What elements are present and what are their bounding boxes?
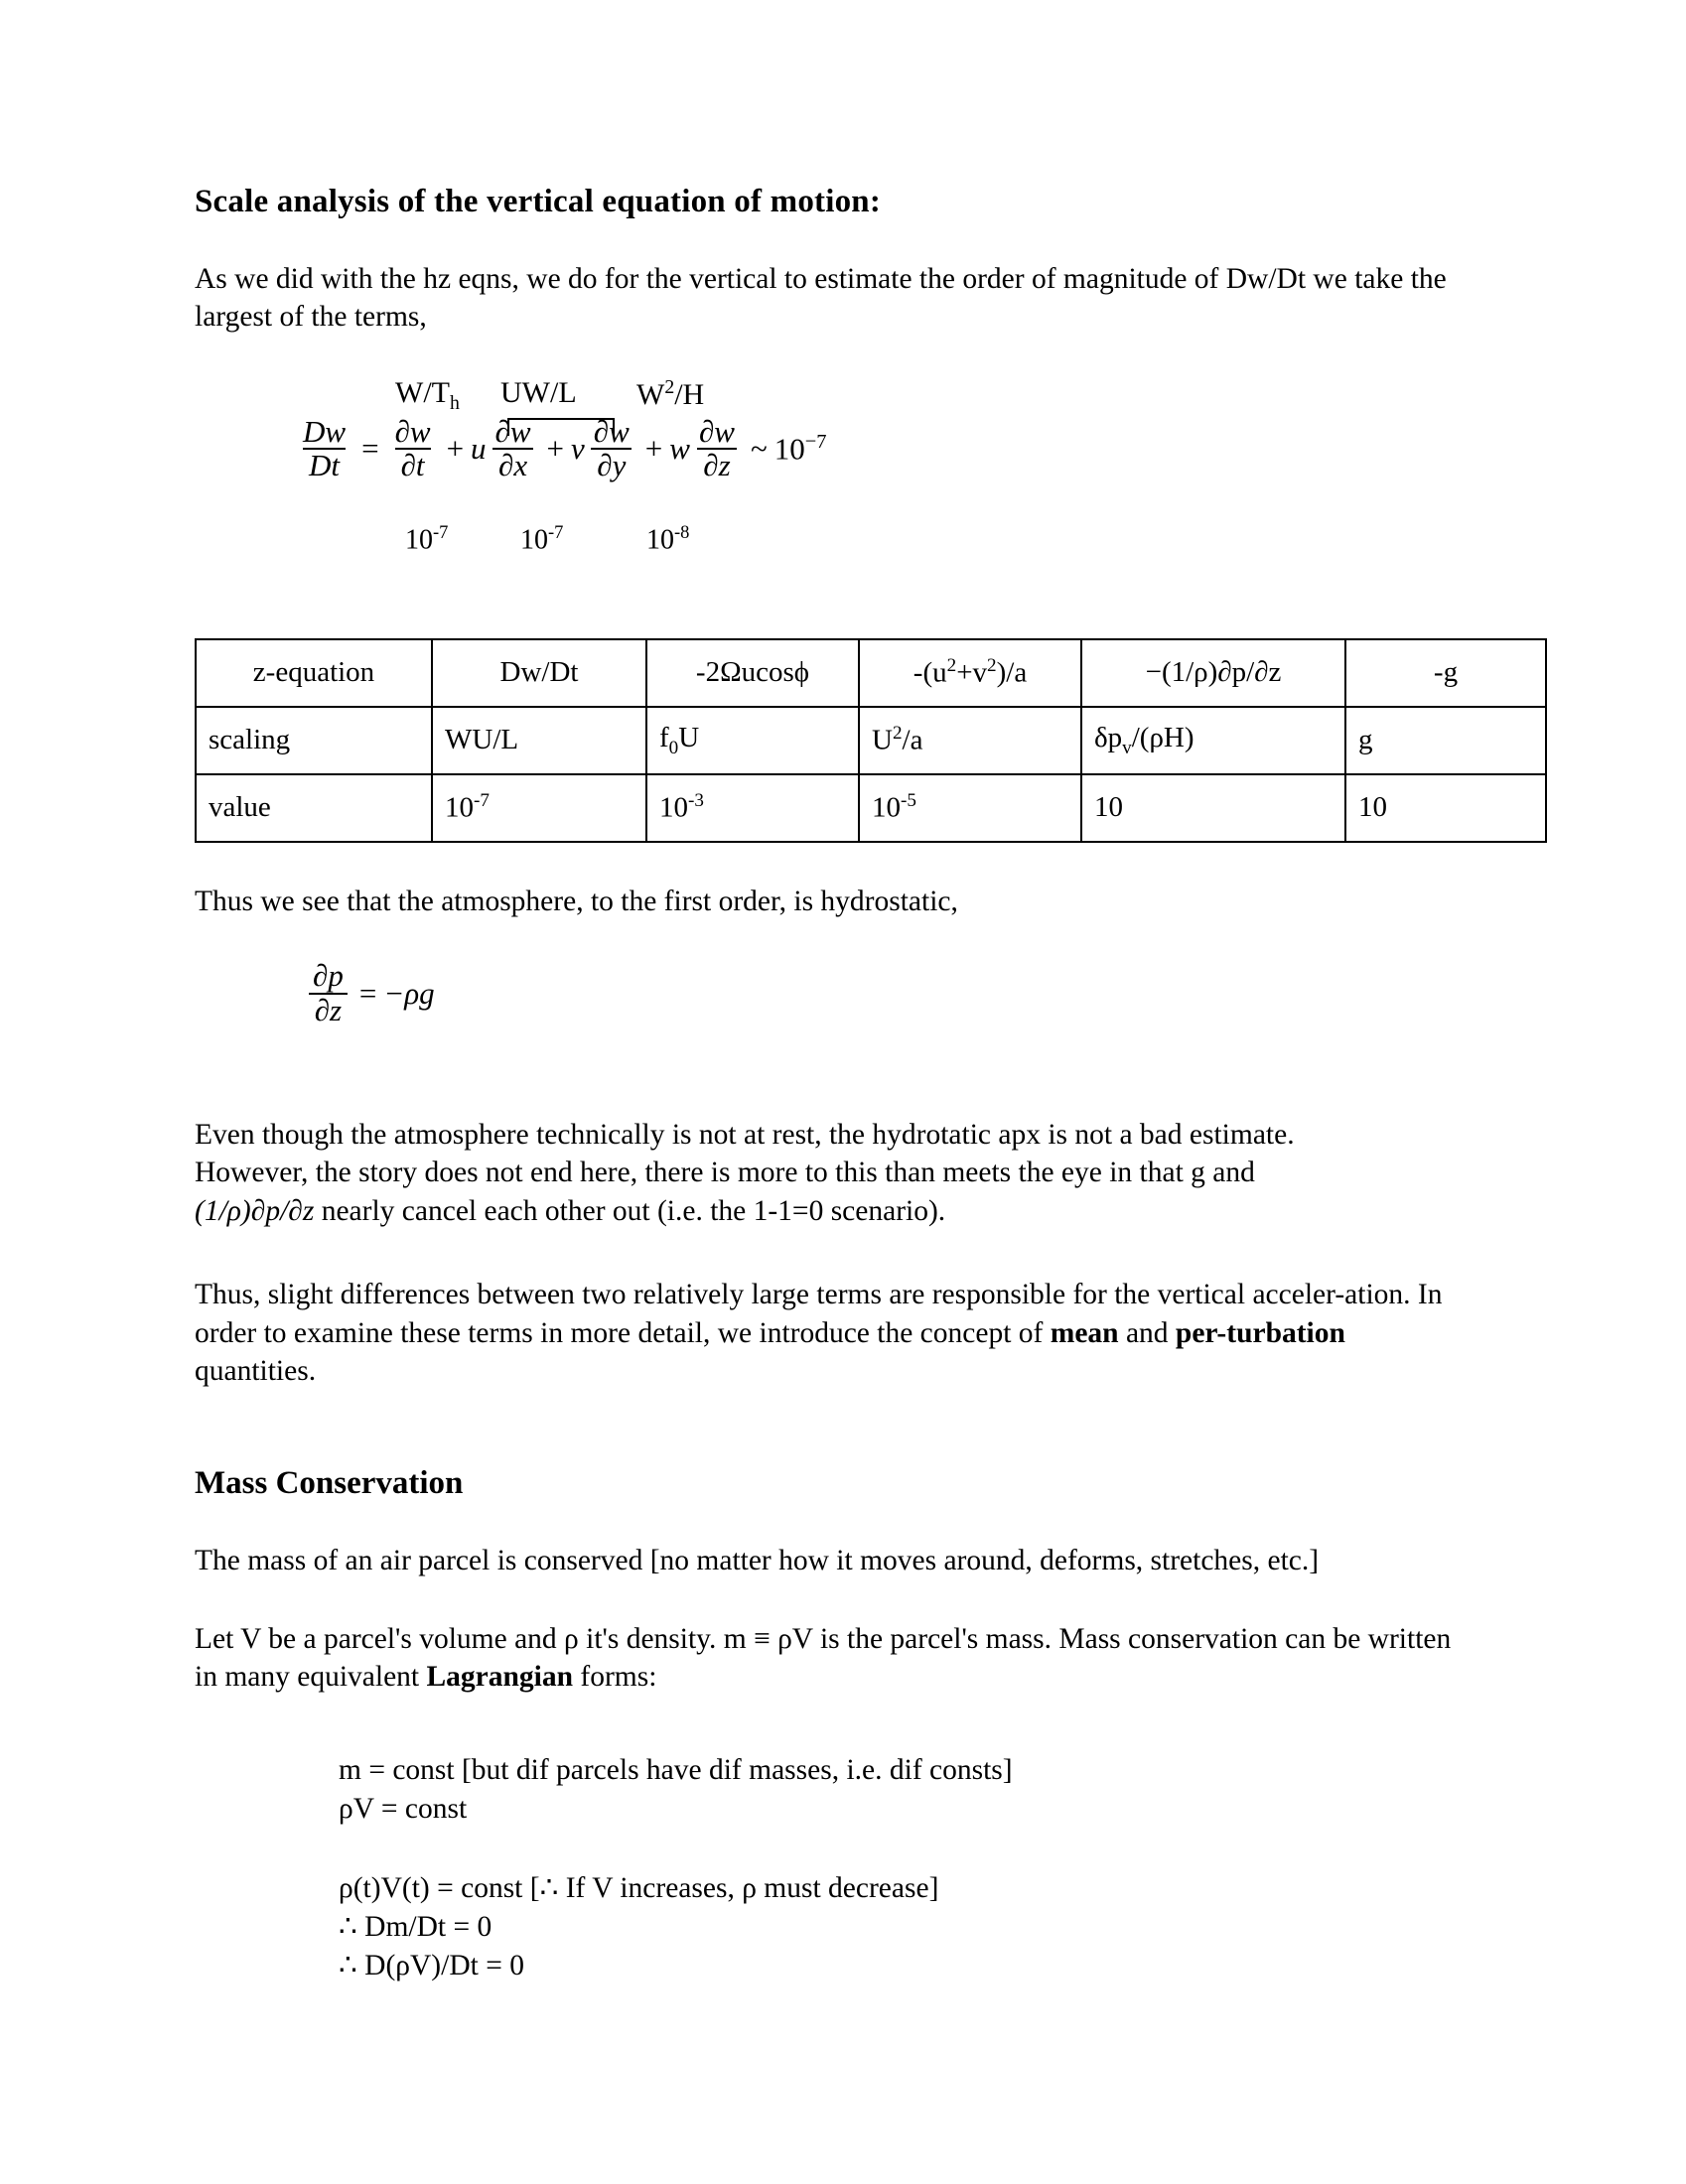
lagrangian-line-rhot-vt: ρ(t)V(t) = const [∴ If V increases, ρ must decrease]: [339, 1871, 939, 1904]
scale-label-wth-text: W/T: [395, 375, 450, 409]
cancellation-line-3-math: (1/ρ)∂p/∂z: [195, 1194, 315, 1227]
main-equation-block: [294, 376, 1495, 575]
lagrangian-line-m-const: m = const [but dif parcels have dif masses, i.e. dif consts]: [339, 1754, 1013, 1787]
eq-lhs-numerator: Dw: [303, 413, 347, 449]
table-header-z-equation: z-equation: [196, 639, 432, 707]
table-cell-value-dwdt: [432, 774, 646, 842]
eq-order-magnitude: [774, 431, 827, 467]
scale-analysis-table: [195, 638, 1547, 843]
eq-order-base: 10: [773, 431, 805, 467]
eq-term-0-fraction: [389, 413, 437, 483]
scale-label-w2h-exp: 2: [664, 375, 675, 398]
table-cell-value-pressure: 10: [1081, 774, 1345, 842]
lagrangian-line-rhov-const: ρV = const: [339, 1793, 468, 1826]
table-row-scaling: [196, 707, 1546, 774]
eq-under-value-2-base: 10: [646, 524, 674, 556]
perturbation-text-post: quantities.: [195, 1354, 317, 1387]
perturbation-text-mid: and: [1118, 1316, 1176, 1349]
mass-paragraph-2-bold: Lagrangian: [426, 1660, 574, 1693]
page-title-text: Scale analysis of the vertical equation of motion: [195, 184, 870, 219]
eq-term-2-denominator: ∂y: [591, 448, 632, 482]
scaling-pressure-post: /(ρH): [1131, 721, 1194, 753]
lagrangian-forms-group-2: [339, 1869, 1495, 1986]
table-cell-scaling-pressure: [1081, 707, 1345, 774]
scale-label-wth-sub: h: [449, 391, 460, 414]
lagrangian-forms-group-1: [339, 1751, 1495, 1829]
eq-term-1-numerator: ∂w: [494, 413, 531, 449]
table-header-row: [196, 639, 1546, 707]
lagrangian-line-drhovdt: ∴ D(ρV)/Dt = 0: [339, 1950, 524, 1982]
eq-term-1-denominator: ∂x: [492, 448, 533, 482]
scaling-coriolis-post: U: [678, 721, 700, 753]
table-row-scaling-label: scaling: [196, 707, 432, 774]
table-cell-scaling-dwdt: WU/L: [432, 707, 646, 774]
curvature-exp1: 2: [946, 655, 957, 677]
table-header-curvature: [859, 639, 1081, 707]
eq-equals-sign: =: [361, 431, 379, 467]
eq-plus-2: +: [644, 431, 663, 467]
eq-under-value-1-base: 10: [520, 524, 548, 556]
scale-label-w2h-post: /H: [674, 377, 705, 411]
scaling-pressure-sub: v: [1122, 737, 1132, 758]
scaling-coriolis-pre: f: [659, 721, 669, 753]
hydrostatic-lead-paragraph: Thus we see that the atmosphere, to the first order, is hydrostatic,: [195, 885, 958, 917]
perturbation-paragraph: [195, 1276, 1456, 1390]
hydrostatic-equals: =: [358, 975, 377, 1011]
value-coriolis-base: 10: [659, 792, 688, 825]
intro-paragraph: As we did with the hz eqns, we do for the vertical to estimate the order of magnitude of Dw/Dt we take the largest of the terms,: [195, 263, 1447, 334]
curvature-pre: -(u: [913, 657, 947, 690]
eq-under-value-0-base: 10: [405, 524, 433, 556]
value-coriolis-exp: -3: [688, 790, 704, 812]
eq-term-3-fraction: [693, 413, 741, 483]
eq-term-1-fraction: [490, 413, 537, 483]
eq-term-2-coefficient: v: [571, 431, 585, 467]
scale-label-uwl: UW/L: [500, 375, 577, 409]
table-cell-scaling-curvature: [859, 707, 1081, 774]
mass-paragraph-2-pre: Let V be a parcel's volume and ρ it's density. m ≡ ρV is the parcel's mass. Mass conservation can be written in many equivalent: [195, 1622, 1452, 1693]
cancellation-paragraph: [195, 1116, 1495, 1230]
scaling-curvature-exp: 2: [892, 723, 903, 745]
eq-term-3-coefficient: w: [669, 431, 690, 467]
value-dwdt-exp: -7: [474, 790, 490, 812]
scale-label-w2h: [636, 376, 704, 412]
section-title-mass-conservation: Mass Conservation: [195, 1465, 464, 1502]
page-title-colon: :: [869, 184, 882, 219]
cancellation-line-3-rest: nearly cancel each other out (i.e. the 1-1=0 scenario).: [314, 1194, 946, 1227]
eq-lhs-fraction: [297, 413, 351, 483]
eq-under-value-0: [405, 522, 448, 556]
scaling-curvature-post: /a: [902, 725, 923, 757]
table-cell-value-coriolis: [646, 774, 859, 842]
curvature-exp2: 2: [987, 655, 997, 677]
eq-plus-0: +: [446, 431, 465, 467]
table-header-gravity: -g: [1345, 639, 1546, 707]
hydrostatic-equation: [304, 960, 1495, 1026]
eq-term-0-denominator: ∂t: [395, 448, 431, 482]
value-curvature-exp: -5: [901, 790, 916, 812]
eq-term-3-numerator: ∂w: [698, 413, 735, 449]
curvature-mid: +v: [956, 657, 988, 690]
hydrostatic-denominator: ∂z: [309, 993, 348, 1027]
scaling-curvature-pre: U: [872, 725, 893, 757]
main-equation-row: [294, 413, 827, 483]
table-header-pressure-gradient: −(1/ρ)∂p/∂z: [1081, 639, 1345, 707]
document-content: [195, 184, 1495, 1985]
table-cell-value-gravity: 10: [1345, 774, 1546, 842]
eq-term-3-denominator: ∂z: [697, 448, 736, 482]
lagrangian-line-dmdt: ∴ Dm/Dt = 0: [339, 1910, 492, 1943]
hydrostatic-fraction: [307, 960, 350, 1026]
hydrostatic-numerator: ∂p: [313, 958, 344, 994]
table-cell-value-curvature: [859, 774, 1081, 842]
table-cell-scaling-coriolis: [646, 707, 859, 774]
eq-tilde-sign: ~: [750, 431, 768, 467]
eq-lhs-denominator: Dt: [303, 448, 346, 482]
table-header-coriolis: -2Ωucosϕ: [646, 639, 859, 707]
curvature-post: )/a: [996, 657, 1028, 690]
table-cell-scaling-gravity: g: [1345, 707, 1546, 774]
cancellation-line-2: However, the story does not end here, there is more to this than meets the eye in that g and: [195, 1157, 1255, 1189]
perturbation-text-pre: Thus, slight differences between two relatively large terms are responsible for the vertical acceler-ation. In order to examine these terms in more detail, we introduce the concept of: [195, 1279, 1443, 1349]
perturbation-bold-perturbation: per-turbation: [1175, 1316, 1345, 1349]
table-header-dwdt: Dw/Dt: [432, 639, 646, 707]
scale-label-wth: [395, 376, 460, 415]
eq-term-1-coefficient: u: [471, 431, 487, 467]
perturbation-bold-mean: mean: [1050, 1316, 1119, 1349]
mass-paragraph-2-post: forms:: [573, 1660, 657, 1693]
scale-label-w2h-pre: W: [636, 377, 665, 411]
value-curvature-base: 10: [872, 792, 901, 825]
eq-under-value-1-exp: -7: [548, 521, 564, 542]
value-dwdt-base: 10: [445, 792, 474, 825]
eq-term-0-numerator: ∂w: [394, 413, 431, 449]
eq-term-2-fraction: [588, 413, 635, 483]
mass-paragraph-2: [195, 1620, 1458, 1697]
eq-under-value-0-exp: -7: [433, 521, 449, 542]
scaling-coriolis-sub: 0: [668, 737, 679, 758]
hydrostatic-rhs: −ρg: [383, 975, 435, 1011]
eq-under-value-1: [520, 522, 563, 556]
eq-under-value-2: [646, 522, 689, 556]
mass-paragraph-1: The mass of an air parcel is conserved [no matter how it moves around, deforms, stretches, etc.]: [195, 1545, 1320, 1577]
eq-term-2-numerator: ∂w: [593, 413, 630, 449]
scaling-pressure-pre: δp: [1094, 721, 1123, 753]
eq-order-exponent: −7: [804, 431, 827, 454]
cancellation-line-1: Even though the atmosphere technically is not at rest, the hydrotatic apx is not a bad estimate.: [195, 1119, 1295, 1152]
table-row-value-label: value: [196, 774, 432, 842]
table-row-value: [196, 774, 1546, 842]
eq-plus-1: +: [546, 431, 565, 467]
eq-under-value-2-exp: -8: [674, 521, 690, 542]
page-title: [195, 184, 1495, 220]
